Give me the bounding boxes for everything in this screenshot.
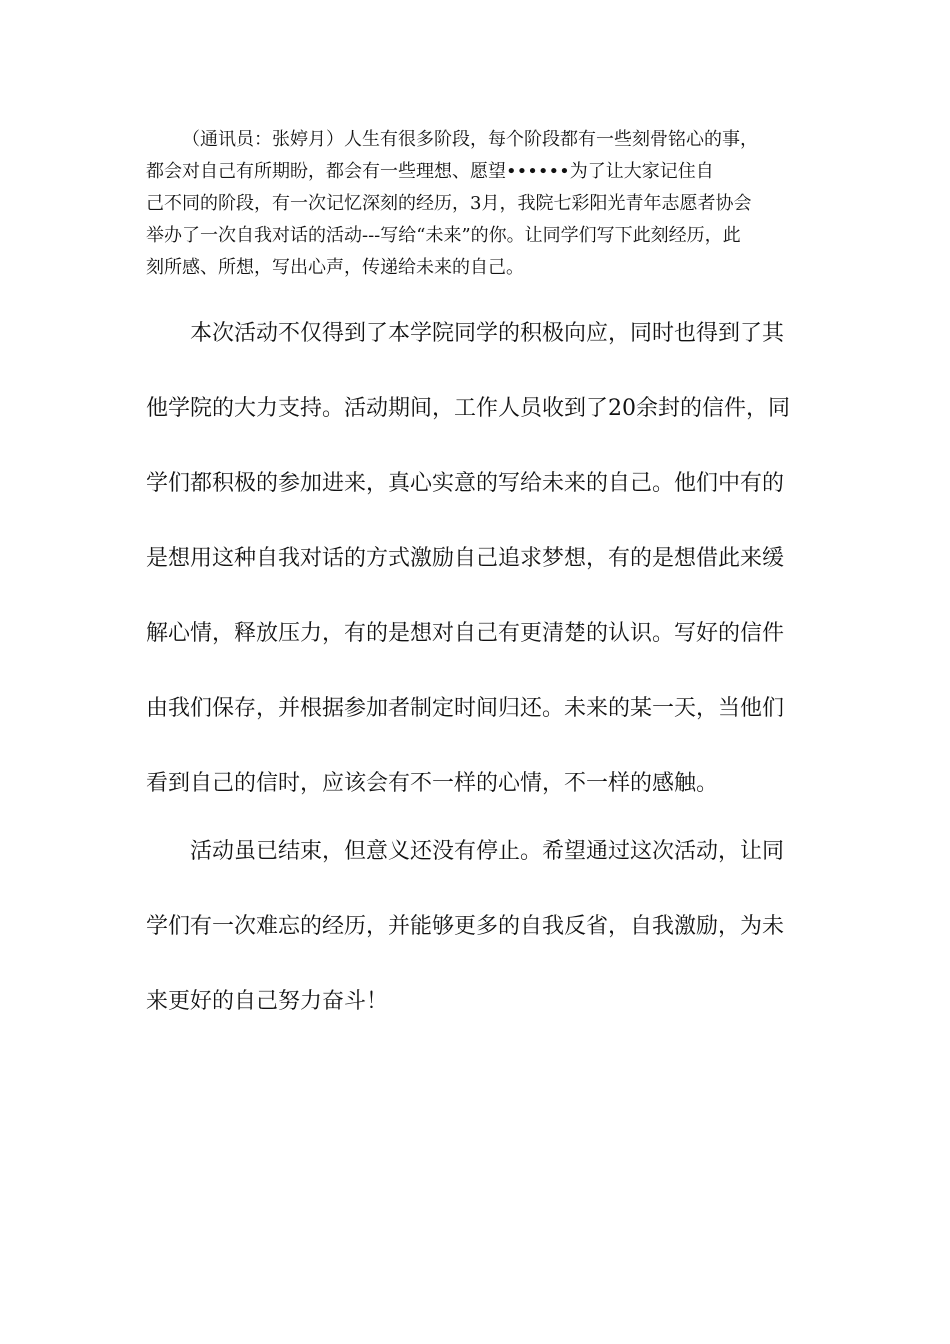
text-line: 举办了一次自我对话的活动---写给“未来”的你。让同学们写下此刻经历，此 [146, 225, 741, 246]
text-line: 刻所感、所想，写出心声，传递给未来的自己。 [146, 257, 524, 278]
text-line: 他学院的大力支持。活动期间，工作人员收到了20余封的信件，同 [146, 396, 790, 421]
text-line: 是想用这种自我对话的方式激励自己追求梦想，有的是想借此来缓 [146, 546, 785, 571]
text-line: 学们都积极的参加进来，真心实意的写给未来的自己。他们中有的 [146, 471, 785, 496]
paragraph-intro [146, 124, 806, 284]
text-line: 解心情，释放压力，有的是想对自己有更清楚的认识。写好的信件 [146, 621, 785, 646]
paragraph-conclusion [146, 814, 806, 1039]
text-line: 己不同的阶段，有一次记忆深刻的经历，3月，我院七彩阳光青年志愿者协会 [146, 193, 752, 214]
paragraph-activity [146, 296, 806, 821]
text-line: 来更好的自己努力奋斗！ [146, 989, 389, 1014]
text-line: 本次活动不仅得到了本学院同学的积极向应，同时也得到了其 [190, 321, 785, 346]
text-line: 看到自己的信时，应该会有不一样的心情，不一样的感触。 [146, 771, 719, 796]
text-line: 由我们保存，并根据参加者制定时间归还。未来的某一天，当他们 [146, 696, 785, 721]
text-line: （通讯员：张婷月）人生有很多阶段，每个阶段都有一些刻骨铭心的事， [182, 129, 758, 150]
text-line: 学们有一次难忘的经历，并能够更多的自我反省，自我激励，为未 [146, 914, 785, 939]
text-line: 都会对自己有所期盼，都会有一些理想、愿望••••••为了让大家记住自 [146, 161, 714, 182]
text-line: 活动虽已结束，但意义还没有停止。希望通过这次活动，让同 [190, 839, 785, 864]
